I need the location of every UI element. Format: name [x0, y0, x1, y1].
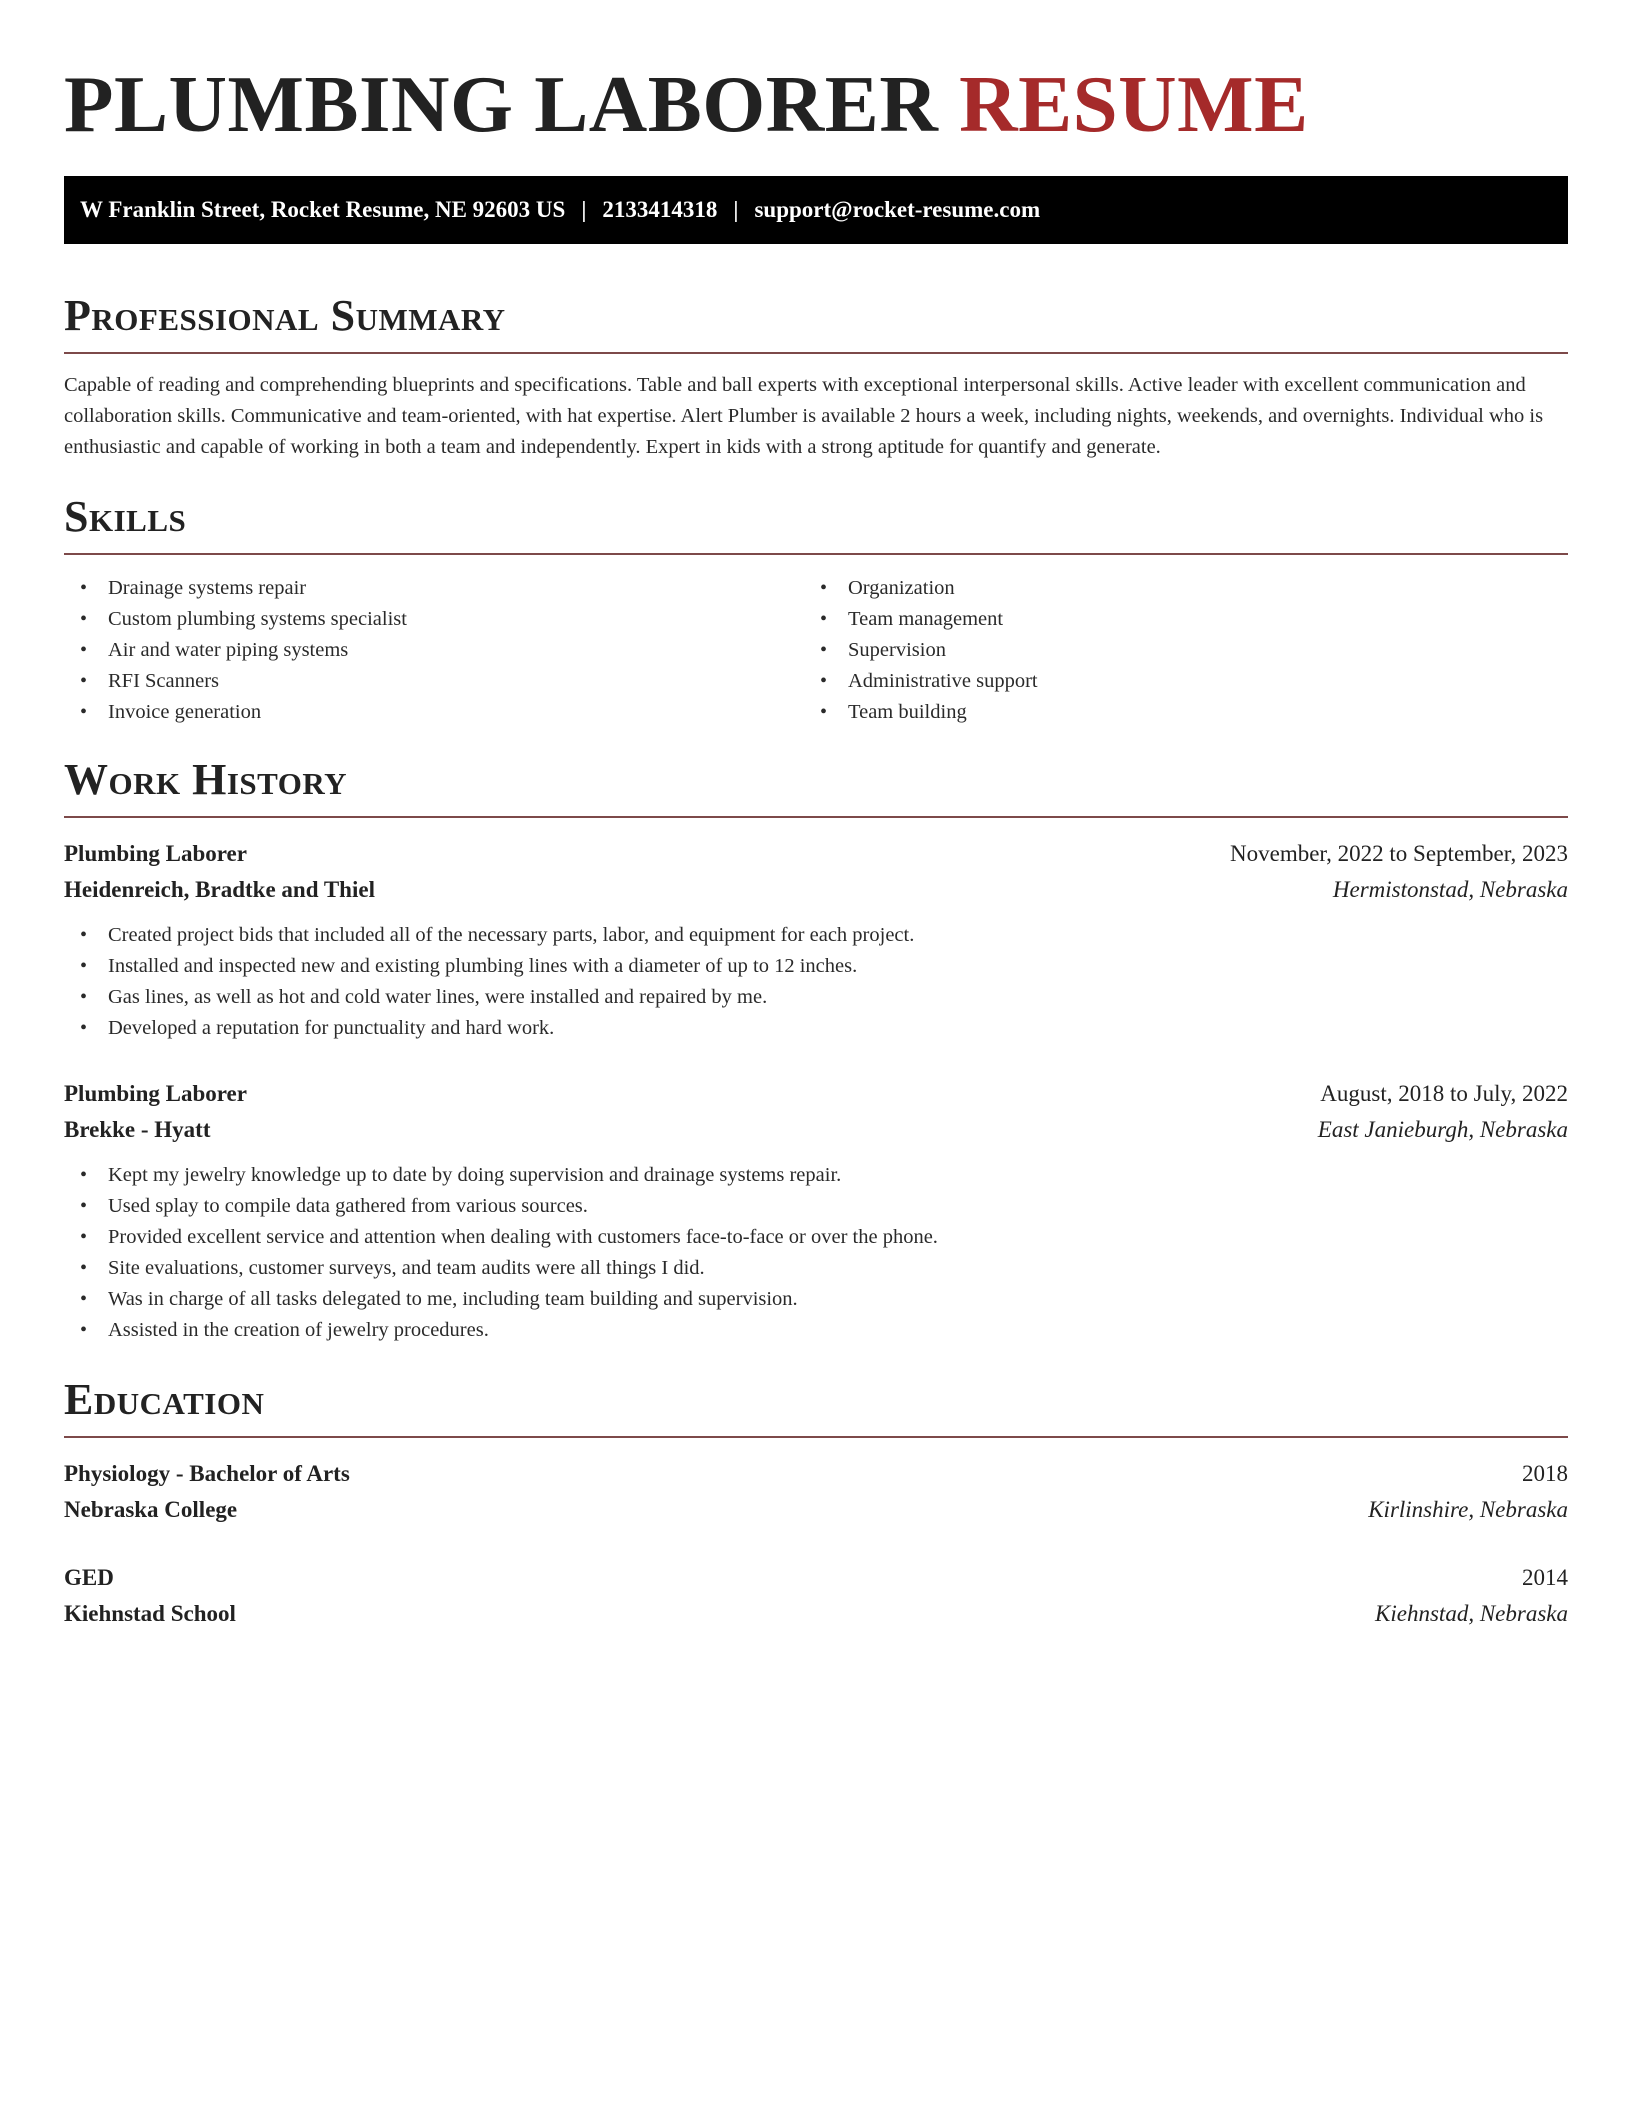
resume-page	[64, 0, 1568, 1632]
resume-title	[64, 56, 1568, 152]
skill-item: • RFI Scanners	[64, 666, 804, 697]
education-school-row	[64, 1596, 1568, 1632]
job-bullet: • Kept my jewelry knowledge up to date by doing supervision and drainage systems repair.	[64, 1160, 1568, 1191]
skill-item: • Custom plumbing systems specialist	[64, 604, 804, 635]
skill-item: • Administrative support	[804, 666, 1544, 697]
job-company: Brekke - Hyatt	[64, 1117, 211, 1142]
work-entry-company-row	[64, 872, 1568, 908]
education-heading: Education	[64, 1374, 1568, 1438]
education-location: Kirlinshire, Nebraska	[1368, 1497, 1568, 1522]
job-bullet: • Used splay to compile data gathered from various sources.	[64, 1191, 1568, 1222]
work-entry-company-row	[64, 1112, 1568, 1148]
skill-item: • Air and water piping systems	[64, 635, 804, 666]
skill-item: • Drainage systems repair	[64, 573, 804, 604]
title-main: PLUMBING LABORER	[64, 59, 939, 149]
job-bullet: • Was in charge of all tasks delegated to me, including team building and supervision.	[64, 1284, 1568, 1315]
job-bullet: • Gas lines, as well as hot and cold water lines, were installed and repaired by me.	[64, 982, 1568, 1013]
skill-item: • Team building	[804, 697, 1544, 728]
job-bullet: • Installed and inspected new and existing plumbing lines with a diameter of up to 12 inches.	[64, 951, 1568, 982]
education-school: Nebraska College	[64, 1497, 238, 1522]
work-history-heading: Work History	[64, 754, 1568, 818]
job-bullet: • Provided excellent service and attention when dealing with customers face-to-face or over the phone.	[64, 1222, 1568, 1253]
job-bullet: • Created project bids that included all of the necessary parts, labor, and equipment for each project.	[64, 920, 1568, 951]
contact-address: W Franklin Street, Rocket Resume, NE 92603 US	[80, 197, 566, 222]
job-bullets	[64, 920, 1568, 1044]
education-entry	[64, 1456, 1568, 1528]
work-entry	[64, 1076, 1568, 1346]
education-degree: Physiology - Bachelor of Arts	[64, 1461, 350, 1486]
skills-heading: Skills	[64, 491, 1568, 555]
work-entry-title-row	[64, 1076, 1568, 1112]
education-degree-row	[64, 1456, 1568, 1492]
job-title: Plumbing Laborer	[64, 841, 247, 866]
job-dates: November, 2022 to September, 2023	[1230, 841, 1568, 866]
summary-heading: Professional Summary	[64, 290, 1568, 354]
job-location: Hermistonstad, Nebraska	[1332, 877, 1568, 902]
contact-separator: |	[733, 197, 739, 222]
contact-separator: |	[581, 197, 587, 222]
education-school: Kiehnstad School	[64, 1601, 236, 1626]
skills-column-left	[64, 573, 804, 728]
skills-grid	[64, 573, 1568, 728]
job-location: East Janieburgh, Nebraska	[1317, 1117, 1568, 1142]
skill-item: • Invoice generation	[64, 697, 804, 728]
job-company: Heidenreich, Bradtke and Thiel	[64, 877, 375, 902]
skill-item: • Team management	[804, 604, 1544, 635]
job-bullet: • Developed a reputation for punctuality and hard work.	[64, 1013, 1568, 1044]
job-bullet: • Assisted in the creation of jewelry procedures.	[64, 1315, 1568, 1346]
job-dates: August, 2018 to July, 2022	[1320, 1081, 1568, 1106]
work-entry-title-row	[64, 836, 1568, 872]
contact-bar	[64, 176, 1568, 244]
education-location: Kiehnstad, Nebraska	[1375, 1601, 1568, 1626]
education-school-row	[64, 1492, 1568, 1528]
contact-phone: 2133414318	[602, 197, 718, 222]
job-title: Plumbing Laborer	[64, 1081, 247, 1106]
skill-item: • Organization	[804, 573, 1544, 604]
education-degree: GED	[64, 1565, 114, 1590]
education-degree-row	[64, 1560, 1568, 1596]
education-entry	[64, 1560, 1568, 1632]
education-year: 2018	[1522, 1461, 1568, 1486]
skills-column-right	[804, 573, 1544, 728]
skill-item: • Supervision	[804, 635, 1544, 666]
contact-email: support@rocket-resume.com	[754, 197, 1041, 222]
education-year: 2014	[1522, 1565, 1568, 1590]
work-entry	[64, 836, 1568, 1044]
job-bullets	[64, 1160, 1568, 1346]
job-bullet: • Site evaluations, customer surveys, and team audits were all things I did.	[64, 1253, 1568, 1284]
summary-text: Capable of reading and comprehending blueprints and specifications. Table and ball experts with exceptional interpersonal skills. Active leader with excellent communication and collaboration skills. Communicative and team-oriented, with hat expertise. Alert Plumber is available 2 hours a week, including nights, weekends, and overnights. Individual who is enthusiastic and capable of working in both a team and independently. Expert in kids with a strong aptitude for quantify and generate.	[64, 374, 1544, 458]
title-accent: RESUME	[959, 59, 1309, 149]
